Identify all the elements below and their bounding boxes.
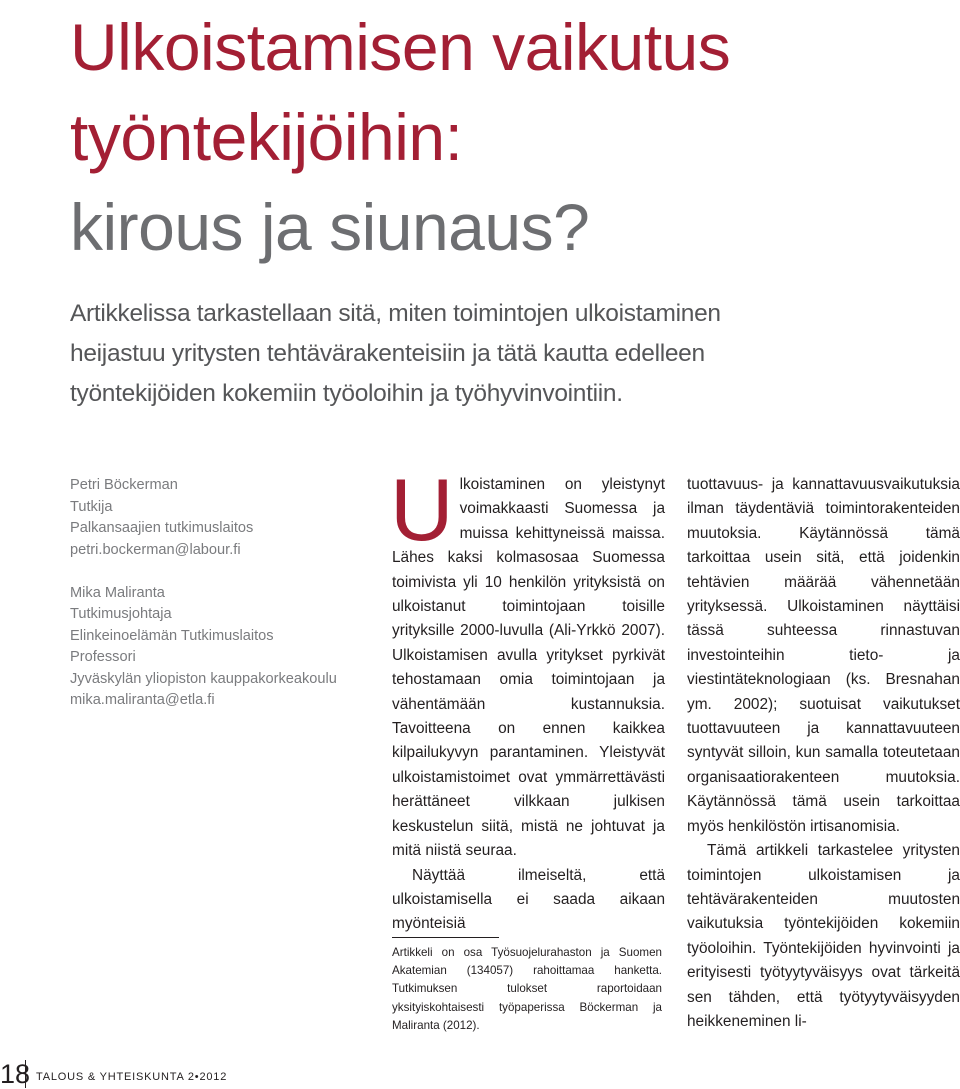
article-title: [70, 2, 950, 272]
author-2-org: Elinkeinoelämän Tutkimuslaitos: [70, 627, 274, 644]
footnote-divider: [392, 937, 499, 938]
body-column-middle: [390, 460, 665, 937]
title-line-1: Ulkoistamisen vaikutus: [70, 10, 731, 84]
author-2-role: Tutkimusjohtaja: [70, 606, 172, 622]
author-2-org2: Jyväskylän yliopiston kauppakorkeakoulu: [70, 670, 337, 687]
author-1-org: Palkansaajien tutkimuslaitos: [70, 520, 254, 536]
author-spacer: [70, 561, 370, 583]
page-number: 18: [0, 1059, 31, 1089]
author-1-email[interactable]: petri.bockerman@labour.fi: [70, 541, 241, 558]
title-line-2: työntekijöihin:: [70, 100, 463, 174]
page-footer: [0, 1060, 260, 1088]
author-1-name: Petri Böckerman: [70, 477, 178, 493]
body-paragraph-3: tuottavuus- ja kannattavuusvaikutuksia ilman täydentäviä toimintorakenteiden muutoksia. Käytännössä tämä tarkoittaa usein sitä, että joidenkin tehtävien määrää vähennetään yrityksessä. Ulkoistaminen näyttäisi tässä suhteessa rinnastuvan investointeihin tieto- ja viestintäteknologiaan (ks. Bresnahan ym. 2002); suotuisat vaikutukset tuottavuuteen ja kannattavuuteen syntyvät silloin, kun samalla toteutetaan organisaatiorakenteen muutoksia. Käytännössä tämä usein tarkoittaa myös henkilöstön irtisanomisia.: [687, 476, 960, 835]
drop-cap: U: [390, 460, 454, 559]
title-line-3: kirous ja siunaus?: [70, 190, 590, 264]
footer-divider: [25, 1060, 26, 1088]
body-paragraph-1: [390, 460, 665, 864]
article-lead: [70, 294, 950, 414]
author-1-role: Tutkija: [70, 498, 113, 515]
lead-line-2: heijastuu yritysten tehtävärakenteisiin ja tätä kautta edelleen: [70, 340, 705, 367]
body-paragraph-2: Näyttää ilmeiseltä, että ulkoistamisella ei saada aikaan myönteisiä: [392, 866, 665, 933]
author-info: [70, 475, 370, 712]
body-paragraph-1-text: lkoistaminen on yleistynyt voimakkaasti Suomessa ja muissa kehittyneissä maissa. Lähes kaksi kolmasosaa Suomessa toimivista yli 10 henkilön yrityksistä on ulkoistanut toimintojaan toisille yrityksille 2000-luvulla (Ali-Yrkkö 2007). Ulkoistamisen avulla yritykset pyrkivät tehostamaan omia toimintojaan ja vähentämään kustannuksia. Tavoitteena on ennen kaikkea kilpailukyvyn parantaminen. Yleistyvät ulkoistamistoimet ovat ymmärrettävästi herättäneet vilkkaan julkisen keskustelun siitä, mistä ne johtuvat ja mitä niistä seuraa.: [392, 476, 665, 860]
lead-line-1: Artikkelissa tarkastellaan sitä, miten toimintojen ulkoistaminen: [70, 300, 721, 327]
author-2-email[interactable]: mika.maliranta@etla.fi: [70, 692, 215, 708]
author-2-name: Mika Maliranta: [70, 584, 165, 601]
footnote: Artikkeli on osa Työsuojelurahaston ja Suomen Akatemian (134057) rahoittamaa hanketta. Tutkimuksen tulokset raportoidaan yksityiskohtaisesti työpaperissa Böckerman ja Maliranta (2012).: [392, 946, 662, 1032]
lead-line-3: työntekijöiden kokemiin työoloihin ja työhyvinvointiin.: [70, 380, 623, 407]
journal-name: TALOUS & YHTEISKUNTA 2•2012: [36, 1071, 228, 1083]
body-paragraph-4: Tämä artikkeli tarkastelee yritysten toimintojen ulkoistamisen ja tehtävärakenteiden muutosten vaikutuksia työntekijöiden kokemiin työoloihin. Työntekijöiden hyvinvointi ja erityisesti työtyytyväisyys ovat tärkeitä sen tähden, että työtyytyväisyyden heikkeneminen li-: [687, 842, 960, 1030]
author-2-role2: Professori: [70, 649, 136, 665]
body-column-right: [687, 473, 960, 1034]
